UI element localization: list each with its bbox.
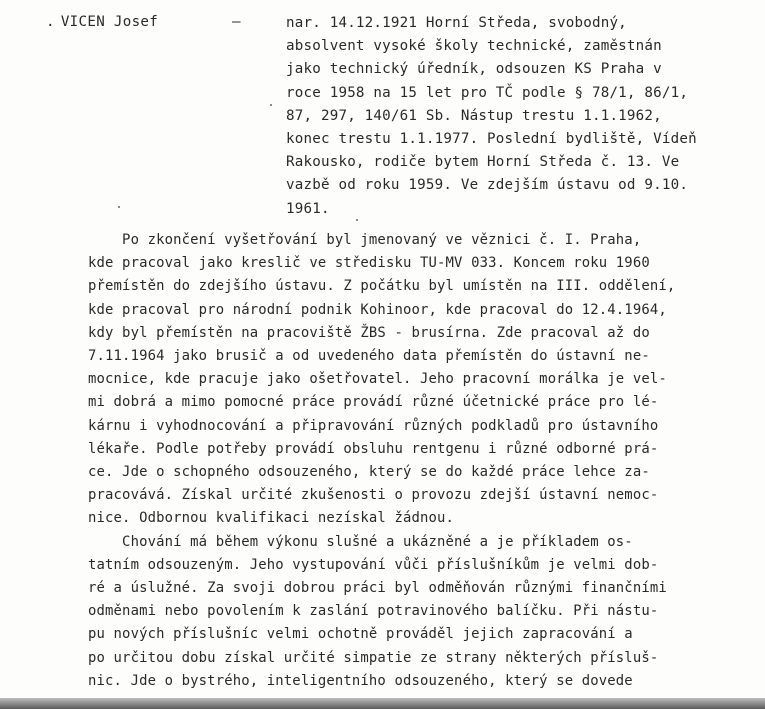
body-line: 7.11.1964 jako brusič a od uvedeného data přemístěn do ústavní ne-: [88, 348, 650, 365]
body-line: ce. Jde o schopného odsouzeného, který se do každé práce lehce za-: [88, 464, 650, 481]
subject-name: [46, 14, 159, 30]
body-line: kde pracoval jako kreslič ve středisku TU-MV 033. Koncem roku 1960: [88, 255, 650, 272]
body-line: ré a úslužné. Za svoji dobrou práci byl odměňován různými finančními: [88, 580, 667, 597]
name-dash: –: [232, 14, 241, 30]
bio-line: vazbě od roku 1959. Ve zdejším ústavu od 9.10.: [286, 177, 689, 194]
body-line: po určitou dobu získal určité simpatie ze strany některých přísluš-: [88, 649, 659, 666]
body-line: Chování má během výkonu slušné a ukázněné a je příkladem os-: [88, 533, 633, 550]
biographical-paragraph: [286, 12, 756, 221]
bio-line: jako technický úředník, odsouzen KS Praha v: [286, 61, 662, 78]
body-line: lékaře. Podle potřeby provádí obsluhu rentgenu i různé odborné prá-: [88, 440, 659, 457]
scan-speck: [270, 104, 272, 106]
body-line: mi dobrá a mimo pomocné práce provádí různé účetnické práce pro lé-: [88, 394, 659, 411]
header-bullet: .: [46, 14, 55, 30]
body-line: tatním odsouzeným. Jeho vystupování vůči příslušníkům je velmi dob-: [88, 556, 659, 573]
body-line: nice. Odbornou kvalifikaci nezískal žádnou.: [88, 510, 455, 527]
bio-line: roce 1958 na 15 let pro TČ podle § 78/1, 86/1,: [286, 84, 689, 101]
bio-line: nar. 14.12.1921 Horní Středa, svobodný,: [286, 15, 627, 31]
bio-line: 87, 297, 140/61 Sb. Nástup trestu 1.1.1962,: [286, 107, 662, 124]
body-line: kárnu i vyhodnocování a připravování různých podkladů pro ústavního: [88, 417, 659, 434]
body-line: přemístěn do zdejšího ústavu. Z počátku byl umístěn na III. oddělení,: [88, 278, 676, 295]
body-line: pu nových příslušníc velmi ochotně prováděl jejich zapracování a: [88, 626, 633, 643]
body-line: kdy byl přemístěn na pracoviště ŽBS - brusírna. Zde pracoval až do: [88, 324, 650, 341]
body-line: mocnice, kde pracuje jako ošetřovatel. Jeho pracovní morálka je vel-: [88, 371, 667, 388]
bio-line: Rakousko, rodiče bytem Horní Středa č. 13. Ve: [286, 154, 680, 171]
body-line: pracovává. Získal určité zkušenosti o provozu zdejší ústavní nemoc-: [88, 487, 659, 504]
scan-speck: [356, 219, 358, 221]
bio-line: 1961.: [286, 200, 330, 217]
evaluation-text: [88, 229, 748, 693]
body-line: odměnami nebo povolením k zaslání potravinového balíčku. Při nástu-: [88, 603, 659, 620]
scan-bottom-edge: [0, 698, 765, 709]
body-line: nic. Jde o bystrého, inteligentního odsouzeného, který se dovede: [88, 672, 633, 689]
scan-speck: [118, 206, 120, 208]
name-text: VICEN Josef: [60, 14, 159, 30]
body-line: kde pracoval pro národní podnik Kohinoor, kde pracoval do 12.4.1964,: [88, 301, 667, 318]
bio-line: konec trestu 1.1.1977. Poslední bydliště, Vídeň: [286, 131, 697, 148]
bio-line: absolvent vysoké školy technické, zaměstnán: [286, 38, 662, 55]
body-line: Po zkončení vyšetřování byl jmenovaný ve věznici č. I. Praha,: [88, 232, 642, 248]
